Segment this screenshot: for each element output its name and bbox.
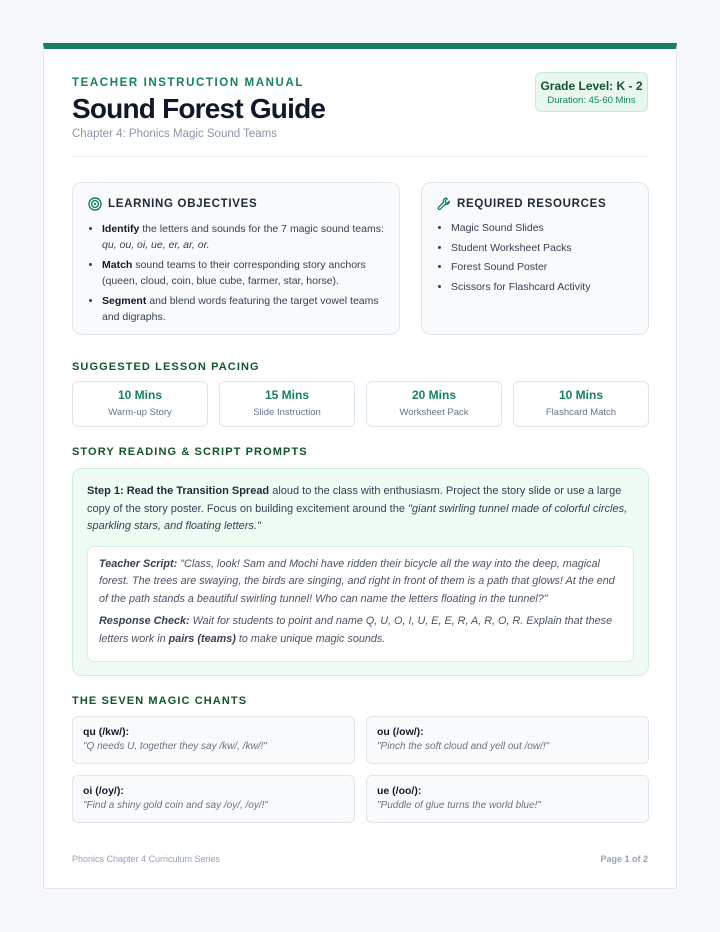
story-prompt-box bbox=[72, 468, 649, 676]
story-step-text bbox=[87, 483, 634, 536]
pacing-row bbox=[72, 381, 649, 427]
chant-card bbox=[366, 775, 649, 823]
chant-card bbox=[366, 716, 649, 764]
list-item: • Magic Sound Slides bbox=[451, 219, 634, 239]
list-item: • Scissors for Flashcard Activity bbox=[451, 278, 634, 298]
chant-sound: ou (/ow/): bbox=[377, 726, 424, 738]
pacing-step bbox=[72, 381, 208, 427]
target-icon bbox=[88, 197, 102, 211]
objectives-list bbox=[88, 221, 385, 325]
list-item: • Forest Sound Poster bbox=[451, 258, 634, 278]
response-label: Response Check: bbox=[99, 615, 190, 627]
manual-page bbox=[43, 43, 677, 889]
pacing-label: Warm-up Story bbox=[108, 407, 172, 418]
resources-list bbox=[437, 219, 634, 297]
teacher-script bbox=[99, 556, 622, 609]
pacing-label: Worksheet Pack bbox=[399, 407, 469, 418]
page-header bbox=[72, 77, 648, 157]
grade-level: Grade Level: K - 2 bbox=[540, 79, 643, 93]
chants-heading: THE SEVEN MAGIC CHANTS bbox=[72, 695, 248, 707]
chant-text: "Q needs U, together they say /kw/, /kw/!" bbox=[83, 741, 267, 752]
chant-text: "Find a shiny gold coin and say /oy/, /oy/!" bbox=[83, 800, 268, 811]
chant-card bbox=[72, 716, 355, 764]
objectives-heading bbox=[88, 197, 385, 211]
pacing-step bbox=[513, 381, 649, 427]
manual-label: TEACHER INSTRUCTION MANUAL bbox=[72, 77, 304, 89]
learning-objectives-card bbox=[72, 182, 400, 335]
footer-series: Phonics Chapter 4 Curriculum Series bbox=[72, 854, 221, 864]
pacing-label: Flashcard Match bbox=[545, 407, 617, 418]
step-label: Step 1: Read the Transition Spread bbox=[87, 485, 270, 497]
pacing-time: 10 Mins bbox=[558, 388, 603, 402]
lesson-duration: Duration: 45-60 Mins bbox=[547, 95, 636, 106]
teacher-script-box bbox=[87, 546, 634, 662]
script-text: "Class, look! Sam and Mochi have ridden their bicycle all the way into the deep, magical forest. The trees are swaying, the birds are singing, and right in front of them is a path that glows! At the end of the path stands a beautiful swirling tunnel! Who can name the letters floating in the tunnel?" bbox=[99, 557, 615, 605]
chant-text: "Puddle of glue turns the world blue!" bbox=[377, 800, 541, 811]
objective-text: and blend words featuring the target vowel teams and digraphs. bbox=[102, 295, 379, 323]
chant-sound: qu (/kw/): bbox=[83, 726, 130, 738]
grade-badge bbox=[535, 72, 648, 112]
chant-sound: ue (/oo/): bbox=[377, 785, 422, 797]
step-text: aloud to the class with enthusiasm. Project the story slide or use a large copy of the story poster. Focus on building excitement around the bbox=[87, 485, 622, 515]
pacing-heading: SUGGESTED LESSON PACING bbox=[72, 361, 260, 373]
page-title: Sound Forest Guide bbox=[72, 93, 326, 124]
list-item bbox=[102, 221, 385, 253]
list-item bbox=[102, 257, 385, 289]
objectives-title: LEARNING OBJECTIVES bbox=[108, 198, 258, 210]
objective-emphasis: qu, ou, oi, ue, er, ar, or. bbox=[102, 239, 210, 251]
chapter-subtitle: Chapter 4: Phonics Magic Sound Teams bbox=[72, 128, 277, 140]
resources-heading bbox=[437, 197, 634, 211]
resources-title: REQUIRED RESOURCES bbox=[457, 198, 607, 210]
objective-lead: Segment bbox=[102, 295, 147, 307]
pacing-label: Slide Instruction bbox=[253, 407, 321, 418]
response-end: to make unique magic sounds. bbox=[235, 632, 386, 645]
objective-lead: Match bbox=[102, 259, 133, 271]
pacing-step bbox=[219, 381, 355, 427]
response-text: Wait for students to point and name Q, U, O, I, U, E, E, R, A, R, O, R. Explain that these letters work in bbox=[99, 615, 613, 645]
objective-text: sound teams to their corresponding story anchors (queen, cloud, coin, blue cube, farmer, star, horse). bbox=[102, 259, 366, 287]
chant-card bbox=[72, 775, 355, 823]
list-item bbox=[102, 293, 385, 325]
objective-lead: Identify bbox=[102, 223, 140, 235]
step-quote: "giant swirling tunnel made of colorful circles, sparkling stars, and floating letters." bbox=[87, 502, 628, 532]
pacing-time: 20 Mins bbox=[411, 388, 456, 402]
script-label: Teacher Script: bbox=[99, 557, 178, 570]
page-number: Page 1 of 2 bbox=[600, 854, 648, 864]
pacing-time: 10 Mins bbox=[117, 388, 162, 402]
pacing-time: 15 Mins bbox=[264, 388, 309, 402]
response-check bbox=[99, 613, 622, 648]
list-item: • Student Worksheet Packs bbox=[451, 239, 634, 259]
objective-text: the letters and sounds for the 7 magic sound teams: bbox=[139, 223, 384, 235]
chant-text: "Pinch the soft cloud and yell out /ow/!" bbox=[377, 741, 550, 752]
pacing-step bbox=[366, 381, 502, 427]
chant-sound: oi (/oy/): bbox=[83, 785, 124, 797]
wrench-icon bbox=[437, 197, 451, 211]
required-resources-card bbox=[421, 182, 649, 335]
response-emphasis: pairs (teams) bbox=[168, 632, 236, 645]
story-heading: STORY READING & SCRIPT PROMPTS bbox=[72, 446, 308, 458]
